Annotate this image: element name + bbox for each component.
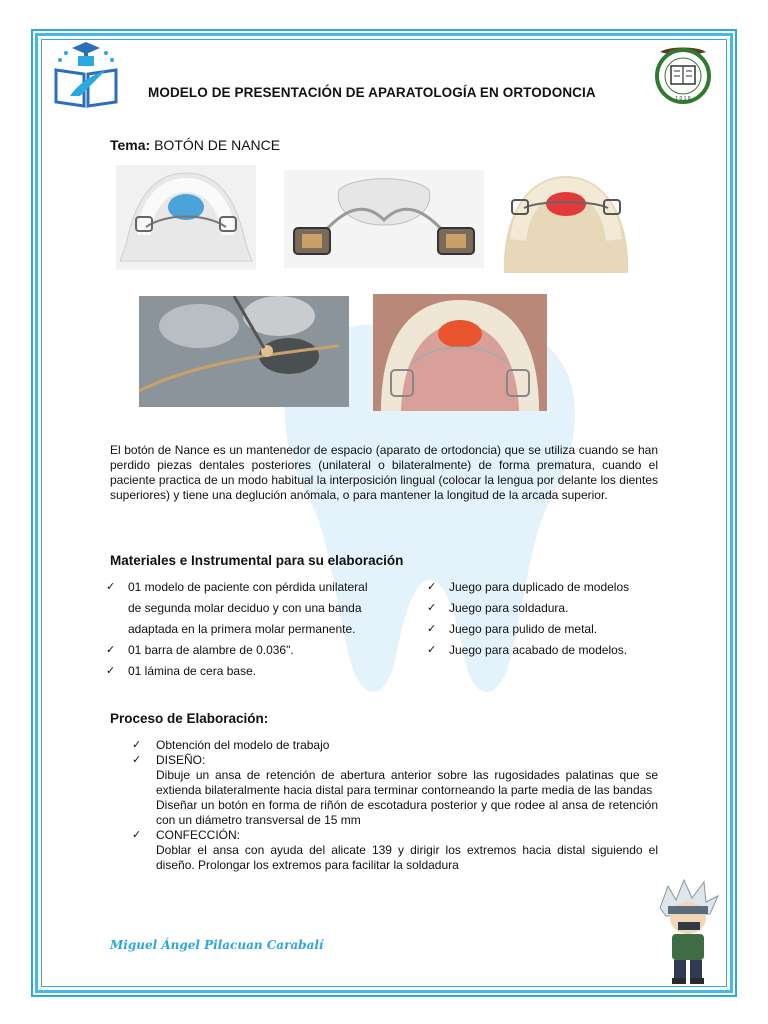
page-title: MODELO DE PRESENTACIÓN DE APARATOLOGÍA EN ORTODONCIA [148,85,596,100]
list-item-continuation [106,619,396,640]
list-item [427,619,667,640]
material-line: 01 lámina de cera base. [128,664,257,678]
process-step: Obtención del modelo de trabajo [156,738,330,752]
list-item [106,661,396,682]
topic-value: BOTÓN DE NANCE [154,137,281,153]
material-line: Juego para duplicado de modelos [449,580,630,594]
photo-intraoral-button [373,294,547,411]
check-icon: ✓ [132,829,142,841]
process-detail: Diseñar un botón en forma de riñón de escotadura posterior y que rodee al ansa de retención con un diámetro transversal de 15 mm [156,798,658,827]
list-item [132,738,658,753]
cartoon-ninja-illustration [654,878,722,986]
institution-logo [50,40,122,108]
photo-appliance-wire [284,170,484,268]
process-steps [132,738,658,873]
intro-paragraph: El botón de Nance es un mantenedor de espacio (aparato de ortodoncia) que se utiliza cuando se han perdido piezas dentales posteriores (unilateral o bilateralmente) de forma prematura, cuando el paciente practica de un modo habitual la interposición lingual (colocar la lengua por delante los dientes superiores) y tiene una deglución anómala, o para mantener la longitud de la arcada superior. [110,443,658,502]
material-line: de segunda molar deciduo y con una banda [128,601,362,615]
list-item [106,577,396,598]
university-seal [648,42,718,104]
list-item [427,577,667,598]
material-line: Juego para acabado de modelos. [449,643,628,657]
list-item [132,753,658,768]
check-icon: ✓ [427,623,437,635]
material-line: Juego para soldadura. [449,601,569,615]
check-icon: ✓ [427,581,437,593]
topic-line [110,137,280,153]
materials-list-left [106,577,396,682]
author-signature: Miguel Ángel Pilacuan Carabalí [110,938,324,952]
material-line: adaptada en la primera molar permanente. [128,622,356,636]
process-step: CONFECCIÓN: [156,828,240,842]
photo-model-red-button [500,170,632,273]
check-icon: ✓ [106,644,116,656]
list-item [427,640,667,661]
check-icon: ✓ [132,754,142,766]
check-icon: ✓ [427,644,437,656]
photo-model-blue-button [116,165,256,270]
material-line: Juego para pulido de metal. [449,622,598,636]
topic-label: Tema: [110,137,151,153]
material-line: 01 barra de alambre de 0.036". [128,643,294,657]
list-item [106,640,396,661]
materials-list-right [427,577,667,661]
materials-heading: Materiales e Instrumental para su elaboración [110,553,404,568]
list-item-continuation [106,598,396,619]
check-icon: ✓ [132,739,142,751]
list-item [427,598,667,619]
check-icon: ✓ [106,581,116,593]
seal-year: 1 0 1 8 [675,96,691,102]
process-detail: Dibuje un ansa de retención de abertura anterior sobre las rugosidades palatinas que se extienda bilateralmente hacia distal para terminar contorneando la parte media de las bandas [156,768,658,797]
process-heading: Proceso de Elaboración: [110,711,269,726]
process-step: DISEÑO: [156,753,206,767]
check-icon: ✓ [427,602,437,614]
photo-soldering-closeup [139,296,349,407]
material-line: 01 modelo de paciente con pérdida unilateral [128,580,368,594]
list-item [132,828,658,843]
check-icon: ✓ [106,665,116,677]
process-detail: Doblar el ansa con ayuda del alicate 139 y dirigir los extremos hacia distal siguiendo el diseño. Prolongar los extremos para facilitar la soldadura [156,843,658,872]
